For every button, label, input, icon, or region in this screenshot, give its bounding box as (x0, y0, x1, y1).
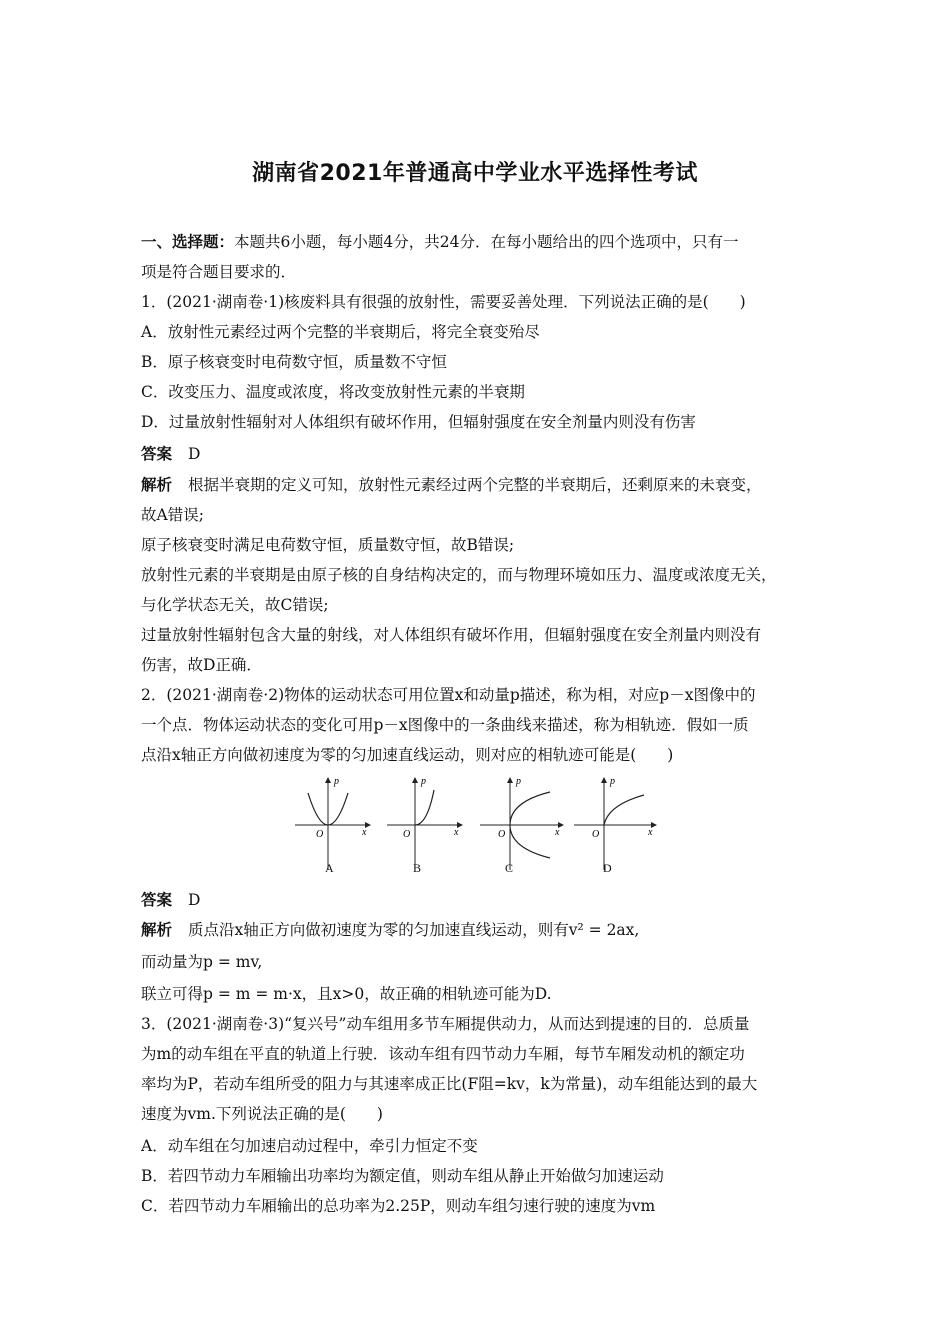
graph-b (387, 776, 462, 870)
q3-stem-line-2: 为m的动车组在平直的轨道上行驶．该动车组有四节动力车厢，每节车厢发动机的额定功 (141, 1045, 745, 1063)
axis-x-label: x (362, 827, 367, 838)
q1-analysis-line-3: 原子核衰变时满足电荷数守恒，质量数守恒，故B错误; (141, 536, 515, 554)
q1-analysis-line-4: 放射性元素的半衰期是由原子核的自身结构决定的，而与物理环境如压力、温度或浓度无关， (141, 566, 777, 584)
answer-label: 答案 (141, 890, 173, 909)
q2-analysis-line-2: 而动量为p = mv, (141, 953, 263, 971)
graph-label-c: C (505, 861, 514, 875)
origin-label: O (498, 829, 506, 840)
analysis-label: 解析 (141, 475, 173, 494)
q3-stem-line-1: 3．(2021·湖南卷·3)“复兴号”动车组用多节车厢提供动力，从而达到提速的目的．总质量 (141, 1015, 750, 1033)
origin-label: O (592, 829, 600, 840)
origin-label: O (403, 829, 411, 840)
q1-option-c: C．改变压力、温度或浓度，将改变放射性元素的半衰期 (141, 383, 525, 401)
axis-p-label: p (334, 776, 339, 787)
answer-value: D (188, 891, 201, 909)
analysis-text: 质点沿x轴正方向做初速度为零的匀加速直线运动，则有v² = 2ax, (188, 921, 640, 939)
phase-trajectory-figure (290, 775, 670, 885)
q1-stem: 1．(2021·湖南卷·1)核废料具有很强的放射性，需要妥善处理．下列说法正确的是( ) (141, 293, 746, 311)
graph-label-d: D (603, 861, 612, 875)
analysis-label: 解析 (141, 920, 173, 939)
q1-answer (141, 444, 200, 464)
axis-x-label: x (454, 827, 459, 838)
answer-label: 答案 (141, 444, 173, 463)
section-intro-text: 本题共6小题，每小题4分，共24分．在每小题给出的四个选项中，只有一 (234, 233, 739, 251)
q1-option-a: A．放射性元素经过两个完整的半衰期后，将完全衰变殆尽 (141, 323, 540, 341)
section-heading: 一、选择题： (141, 232, 235, 251)
axis-p-label: p (610, 776, 615, 787)
q1-analysis-line-5: 与化学状态无关，故C错误; (141, 596, 329, 614)
q1-option-d: D．过量放射性辐射对人体组织有破坏作用，但辐射强度在安全剂量内则没有伤害 (141, 413, 696, 431)
curve-b (415, 790, 434, 825)
graph-label-b: B (413, 861, 422, 875)
q2-analysis-line-3: 联立可得p = m = m·x，且x>0，故正确的相轨迹可能为D. (141, 985, 552, 1003)
q1-analysis-line-2: 故A错误; (141, 506, 204, 524)
analysis-text: 根据半衰期的定义可知，放射性元素经过两个完整的半衰期后，还剩原来的未衰变， (188, 476, 762, 494)
graph-a (295, 776, 370, 870)
q2-analysis-line-1 (141, 920, 639, 940)
axis-p-label: p (516, 776, 521, 787)
axis-p-label: p (421, 776, 426, 787)
section-intro-line-2: 项是符合题目要求的． (141, 263, 297, 281)
q3-stem-line-4: 速度为vm.下列说法正确的是( ) (141, 1105, 383, 1123)
q3-option-a: A．动车组在匀加速启动过程中，牵引力恒定不变 (141, 1137, 478, 1155)
q2-answer (141, 890, 200, 910)
q2-stem-line-2: 一个点．物体运动状态的变化可用p－x图像中的一条曲线来描述，称为相轨迹．假如一质 (141, 716, 749, 734)
axis-x-label: x (648, 827, 653, 838)
q3-option-b: B．若四节动力车厢输出功率均为额定值，则动车组从静止开始做匀加速运动 (141, 1167, 664, 1185)
graph-label-a: A (325, 861, 334, 875)
axis-x-label: x (555, 827, 560, 838)
graph-c (480, 776, 563, 870)
q3-option-c: C．若四节动力车厢输出的总功率为2.25P，则动车组匀速行驶的速度为vm (141, 1197, 656, 1215)
q1-option-b: B．原子核衰变时电荷数守恒，质量数不守恒 (141, 353, 447, 371)
q1-analysis-line-7: 伤害，故D正确． (141, 656, 262, 674)
section-intro-line-1 (141, 232, 738, 252)
origin-label: O (316, 829, 324, 840)
answer-value: D (188, 445, 201, 463)
q1-analysis-line-6: 过量放射性辐射包含大量的射线，对人体组织有破坏作用，但辐射强度在安全剂量内则没有 (141, 626, 762, 644)
curve-d (604, 795, 644, 825)
q2-stem-line-1: 2．(2021·湖南卷·2)物体的运动状态可用位置x和动量p描述，称为相，对应p－x图像中的 (141, 686, 756, 704)
graph-d (574, 776, 656, 870)
q2-stem-line-3: 点沿x轴正方向做初速度为零的匀加速直线运动，则对应的相轨迹可能是( ) (141, 746, 674, 764)
q3-stem-line-3: 率均为P，若动车组所受的阻力与其速率成正比(F阻=kv，k为常量)，动车组能达到的最大 (141, 1075, 758, 1093)
page-title: 湖南省2021年普通高中学业水平选择性考试 (252, 161, 698, 186)
q1-analysis-line-1 (141, 475, 762, 495)
